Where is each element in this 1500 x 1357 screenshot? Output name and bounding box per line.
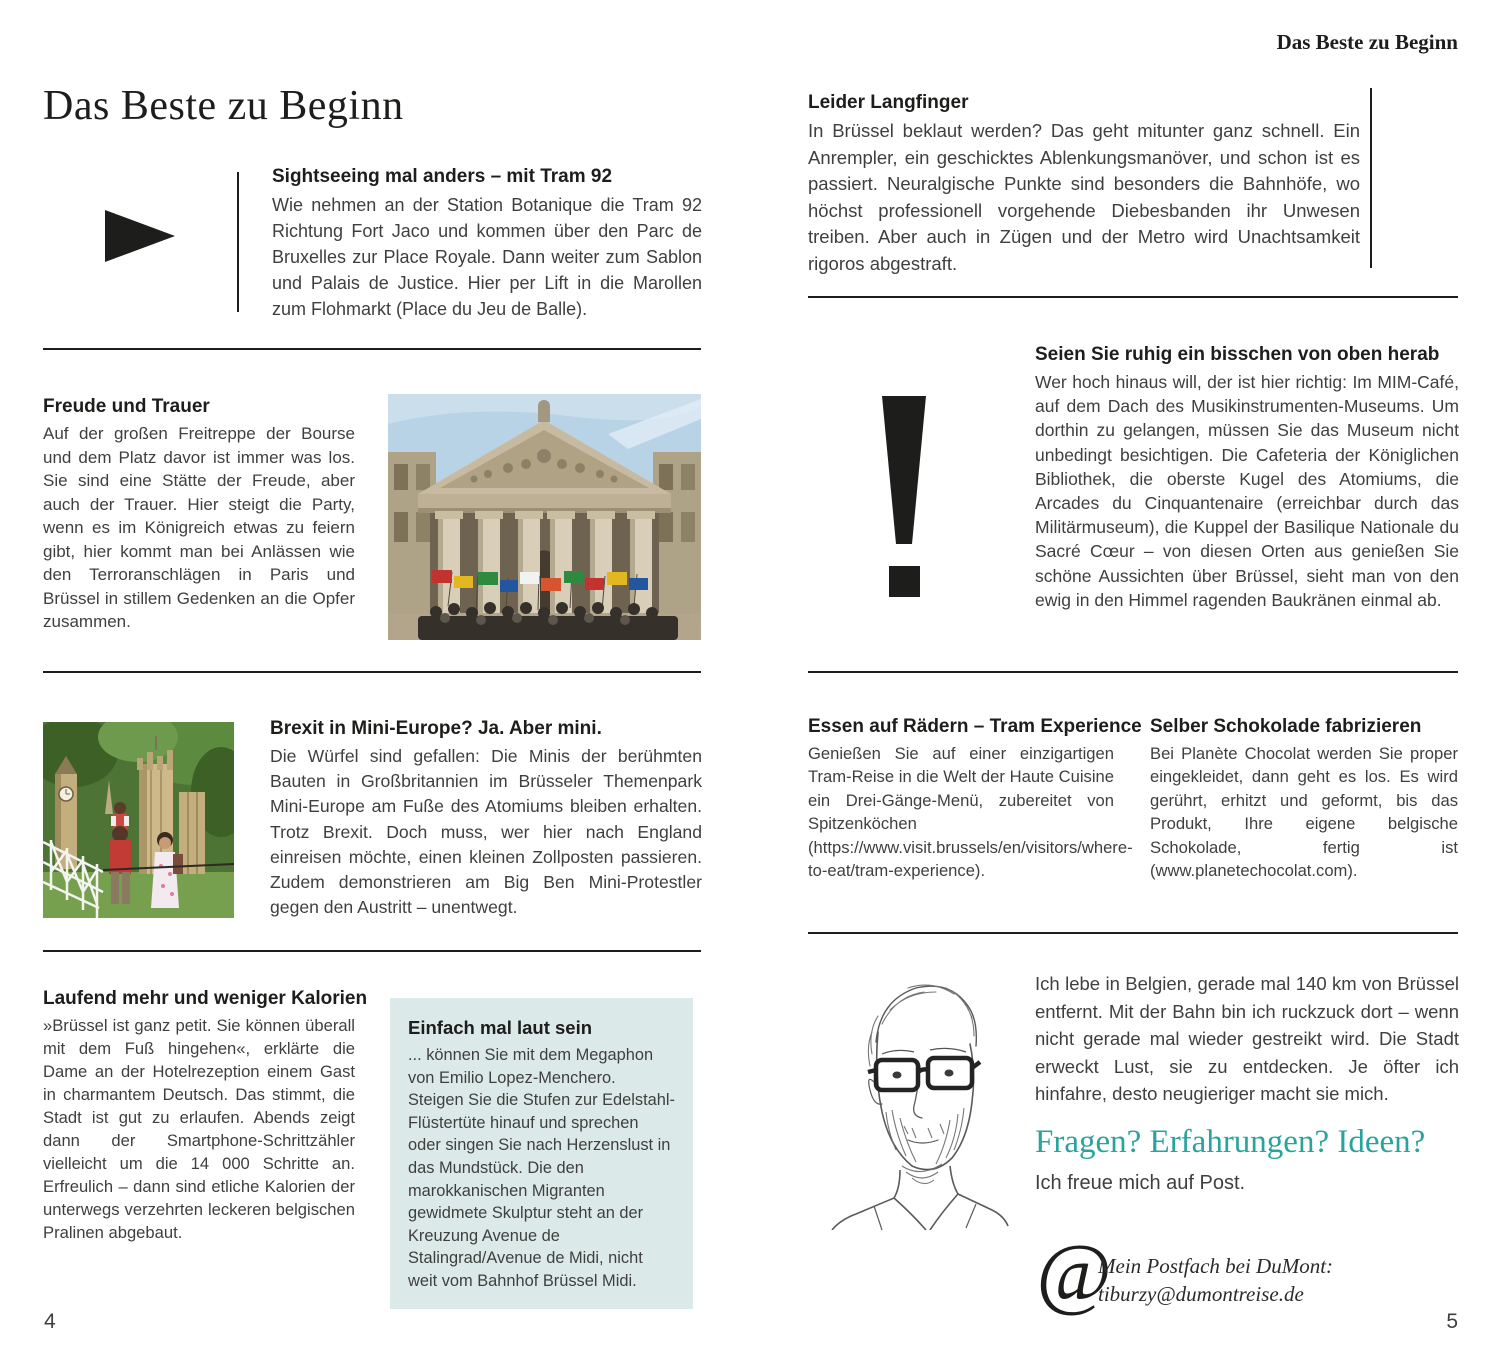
- schokolade-body: Bei Planète Chocolat werden Sie proper eingekleidet, dann geht es los. Es wird gerührt, erhitzt und geformt, bis das Produkt, Ihre eigene belgische Schokolade, fertig ist (www.planetechocolat.com).: [1150, 744, 1458, 881]
- contact-line1: Mein Postfach bei DuMont:: [1098, 1254, 1334, 1278]
- kalorien-section: [43, 986, 367, 1244]
- tram-experience-section: [808, 714, 1142, 882]
- page-title: Das Beste zu Beginn: [43, 83, 404, 129]
- author-portrait: [816, 962, 1013, 1230]
- mini-europe-photo: [43, 722, 234, 918]
- langfinger-heading: Leider Langfinger: [808, 92, 969, 113]
- bourse-photo: [388, 394, 701, 640]
- callout-divider: [237, 172, 239, 312]
- tram-experience-heading: Essen auf Rädern – Tram Experience: [808, 716, 1142, 737]
- divider: [808, 671, 1458, 673]
- play-icon: [105, 210, 175, 262]
- kalorien-body: »Brüssel ist ganz petit. Sie können überall mit dem Fuß hingehen«, erklärte die Dame an der Hotelrezeption einem Gast in charmantem Deutsch. Das stimmt, die Stadt ist gut zu erlaufen. Abends zeigt dann der Smartphone-Schrittzähler vielleicht um die 14 000 Schritte an. Erfreulich – dann sind etliche Kalorien der unterwegs verzehrten leckeren belgischen Pralinen abgebaut.: [43, 1016, 355, 1242]
- divider: [808, 296, 1458, 298]
- kalorien-heading: Laufend mehr und weniger Kalorien: [43, 988, 368, 1009]
- divider: [43, 950, 701, 952]
- schokolade-heading: Selber Schokolade fabrizieren: [1150, 716, 1422, 737]
- tram-tip-heading: Sightseeing mal anders – mit Tram 92: [272, 166, 613, 187]
- divider: [808, 932, 1458, 934]
- laut-sein-box: [390, 998, 693, 1309]
- brexit-heading: Brexit in Mini-Europe? Ja. Aber mini.: [270, 718, 602, 739]
- laut-sein-heading: Einfach mal laut sein: [408, 1017, 593, 1038]
- contact-line2: tiburzy@dumontreise.de: [1098, 1282, 1304, 1306]
- page-number-right: 5: [1446, 1310, 1458, 1333]
- running-head: Das Beste zu Beginn: [1276, 30, 1458, 54]
- freude-section: [43, 394, 355, 634]
- page-number-left: 4: [44, 1310, 56, 1333]
- brexit-section: [270, 716, 702, 920]
- divider: [43, 671, 701, 673]
- author-note-body: Ich lebe in Belgien, gerade mal 140 km von Brüssel entfernt. Mit der Bahn bin ich ruckzuck dort – wenn nicht gerade mal wieder gestreikt wird. Die Stadt erweckt Lust, sie zu entdecken. Je öfter ich hinfahre, desto neugieriger macht sie mich.: [1035, 973, 1459, 1105]
- langfinger-section: [808, 90, 1360, 277]
- exclamation-icon: [878, 396, 930, 598]
- laut-sein-body: ... können Sie mit dem Megaphon von Emilio Lopez-Menchero. Steigen Sie die Stufen zur Edelstahl-Flüstertüte hinauf und sprechen oder singen Sie nach Herzenslust in das Mundstück. Die den marokkanischen Migranten gewidmete Skulptur steht an der Kreuzung Avenue de Stalingrad/Avenue de Midi, nicht weit vom Bahnhof Brüssel Midi.: [408, 1046, 675, 1290]
- contact-lines: [1098, 1252, 1333, 1308]
- tram-experience-body: Genießen Sie auf einer einzigartigen Tram-Reise in die Welt der Haute Cuisine ein Drei-Gänge-Menü, zubereitet von Spitzenköchen (https://www.visit.brussels/en/visitors/where-to-eat/tram-experience).: [808, 744, 1133, 881]
- brexit-body: Die Würfel sind gefallen: Die Minis der berühmten Bauten in Großbritannien im Brüsseler Themenpark Mini-Europe am Fuße des Atomiums bleiben erhalten. Trotz Brexit. Doch muss, wer hier nach England einreisen möchte, einen kleinen Zollposten passieren. Zudem demonstrieren am Big Ben Mini-Protestler gegen den Austritt – unentwegt.: [270, 746, 702, 918]
- freude-body: Auf der großen Freitreppe der Bourse und dem Platz davor ist immer was los. Sie sind eine Stätte der Freude, aber auch der Trauer. Hier steigt die Party, wenn es im Königreich etwas zu feiern gibt, hier kommt man bei Anlässen wie den Terroranschlägen in Paris und Brüssel in stillem Gedenken an die Opfer zusammen.: [43, 424, 355, 631]
- divider: [43, 348, 701, 350]
- schokolade-section: [1150, 714, 1458, 882]
- oben-herab-heading: Seien Sie ruhig ein bisschen von oben herab: [1035, 344, 1440, 365]
- at-icon: @: [1036, 1227, 1112, 1318]
- tram-tip-body: Wie nehmen an der Station Botanique die Tram 92 Richtung Fort Jaco und kommen über den Parc de Bruxelles zur Place Royale. Dann weiter zum Sablon und Palais de Justice. Hier per Lift in die Marollen zum Flohmarkt (Place du Jeu de Balle).: [272, 195, 702, 319]
- oben-herab-body: Wer hoch hinaus will, der ist hier richtig: Im MIM-Café, auf dem Dach des Musikinstrumenten-Museums. Um dorthin zu gelangen, müssen Sie das Museum nicht unbedingt besichtigen. Die Cafeteria der Königlichen Bibliothek, die oberste Kugel des Atomiums, die Arcades du Cinquantenaire (erreichbar durch das Militärmuseum), die Kuppel der Basilique Nationale du Sacré Cœur – von diesen Orten aus genießen Sie schöne Aussichten über Brüssel, sieht man von den ewig in den Himmel ragenden Baukränen einmal ab.: [1035, 372, 1459, 610]
- tram-tip-section: [272, 164, 702, 322]
- margin-divider: [1370, 88, 1372, 268]
- cta-subtext: Ich freue mich auf Post.: [1035, 1172, 1246, 1194]
- freude-heading: Freude und Trauer: [43, 396, 210, 417]
- cta-heading: Fragen? Erfahrungen? Ideen?: [1035, 1124, 1426, 1160]
- langfinger-body: In Brüssel beklaut werden? Das geht mitunter ganz schnell. Ein Anrempler, ein geschicktes Ablenkungsmanöver, und schon ist es passiert. Neuralgische Punkte sind besonders die Bahnhöfe, wo höchst professionell vorgehende Diebesbanden ihr Unwesen treiben. Aber auch in Zügen und der Metro wird Unachtsamkeit rigoros abgestraft.: [808, 120, 1360, 274]
- right-page: [750, 0, 1500, 1357]
- oben-herab-section: [1035, 342, 1459, 612]
